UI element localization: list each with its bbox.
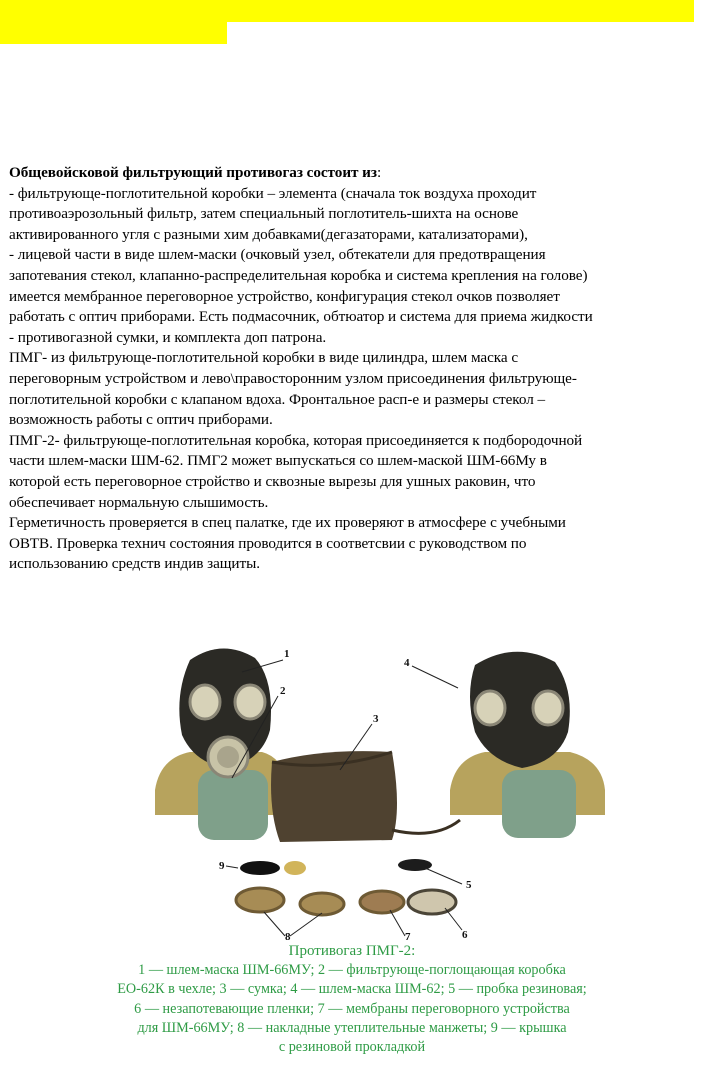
- gas-mask-figure: [150, 640, 610, 940]
- heading-colon: :: [376, 164, 382, 181]
- text-line: - противогазной сумки, и комплекта доп патрона.: [9, 328, 327, 346]
- text-line: ОВТВ. Проверка технич состояния проводится в соответсвии с руководством по: [9, 534, 527, 552]
- text-line: части шлем-маски ШМ-62. ПМГ2 может выпускаться со шлем-маской ШМ-66Му в: [9, 452, 547, 470]
- text-line: ПМГ-2- фильтрующе-поглотительная коробка, которая присоединяется к подбородочной: [9, 431, 583, 449]
- small-parts: [236, 859, 456, 915]
- text-line: использованию средств индив защиты.: [9, 555, 260, 573]
- caption-title: Противогаз ПМГ-2:: [288, 943, 416, 959]
- figure-label: 2: [280, 685, 286, 697]
- text-line: возможность работы с оптич приборами.: [9, 411, 273, 429]
- figure-label: 6: [462, 929, 468, 940]
- bag: [271, 751, 460, 842]
- text-line: - лицевой части в виде шлем-маски (очковый узел, обтекатели для предотвращения: [9, 246, 546, 264]
- text-line: имеется мембранное переговорное устройство, конфигурация стекол очков позволяет: [9, 287, 560, 305]
- highlight-bar-top: [0, 0, 694, 22]
- figure-label: 5: [466, 879, 472, 891]
- text-line: поглотительной коробки с клапаном вдоха. Фронтальное расп-е и размеры стекол –: [9, 390, 546, 408]
- figure-label: 3: [373, 713, 379, 725]
- highlight-bar-left: [0, 22, 227, 44]
- figure-label: 9: [219, 860, 225, 872]
- text-line: Герметичность проверяется в спец палатке, где их проверяют в атмосфере с учебными: [9, 514, 566, 532]
- right-mannequin: [450, 652, 605, 838]
- text-line: работать с оптич приборами. Есть подмасочник, обтюатор и система для приема жидкости: [9, 308, 593, 326]
- left-mannequin: [155, 648, 288, 840]
- figure-label: 8: [285, 931, 291, 940]
- text-line: ПМГ- из фильтрующе-поглотительной коробки в виде цилиндра, шлем маска с: [9, 349, 519, 367]
- text-line: противоаэрозольный фильтр, затем специальный поглотитель-шихта на основе: [9, 205, 519, 223]
- figure-caption: [60, 942, 644, 1057]
- body-text: [9, 163, 699, 575]
- figure-label: 4: [404, 657, 410, 669]
- heading: Общевойсковой фильтрующий противогаз состоит из: [9, 164, 377, 181]
- caption-line: 1 — шлем-маска ШМ-66МУ; 2 — фильтрующе-поглощающая коробка: [138, 962, 566, 979]
- text-line: - фильтрующе-поглотительной коробки – элемента (сначала ток воздуха проходит: [9, 184, 537, 202]
- caption-line: ЕО-62К в чехле; 3 — сумка; 4 — шлем-маска ШМ-62; 5 — пробка резиновая;: [117, 981, 587, 998]
- text-line: обеспечивает нормальную слышимость.: [9, 493, 269, 511]
- caption-line: 6 — незапотевающие пленки; 7 — мембраны переговорного устройства: [134, 1000, 570, 1017]
- text-line: активированного угля с разными хим добавками(дегазаторами, катализаторами),: [9, 225, 528, 243]
- caption-line: для ШМ-66МУ; 8 — накладные утеплительные манжеты; 9 — крышка: [137, 1019, 567, 1036]
- figure-label: 7: [405, 931, 411, 940]
- caption-line: с резиновой прокладкой: [278, 1039, 426, 1056]
- text-line: которой есть переговорное стройство и сквозные вырезы для ушных раковин, что: [9, 472, 536, 490]
- text-line: переговорным устройством и лево\правосторонним узлом присоединения фильтрующе-: [9, 369, 577, 387]
- heading-line: [9, 163, 699, 184]
- text-line: запотевания стекол, клапанно-распределительная коробка и система крепления на голове): [9, 266, 588, 284]
- figure-label: 1: [284, 648, 290, 660]
